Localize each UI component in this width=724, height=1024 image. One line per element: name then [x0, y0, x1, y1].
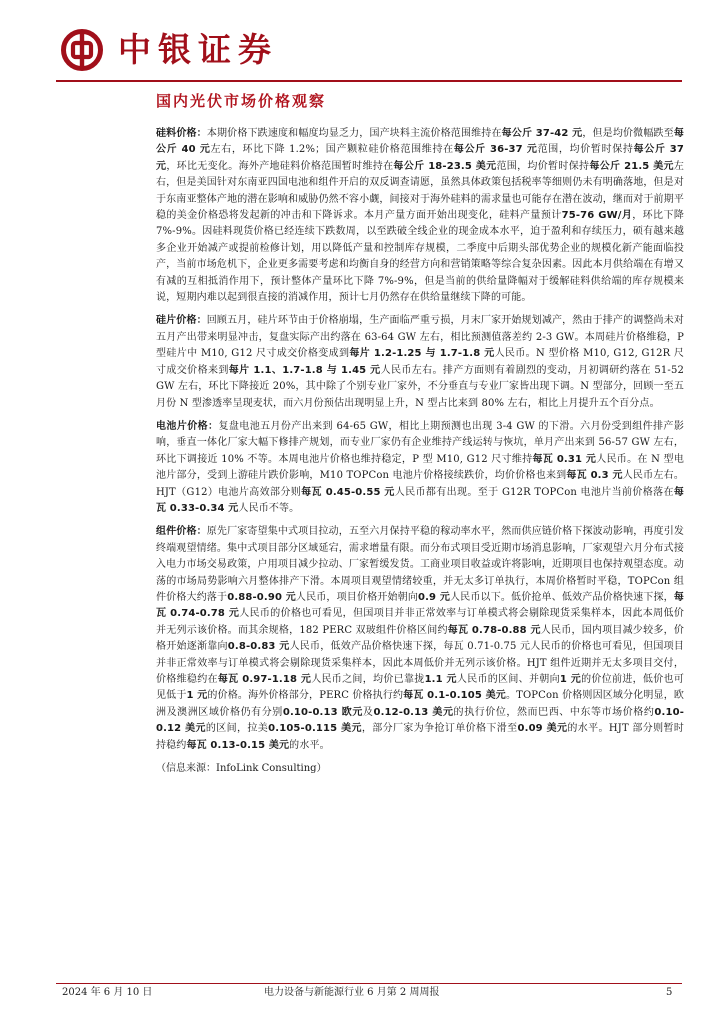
paragraph — [156, 126, 684, 306]
paragraph-text: 人民币以下。低价抢单、低效产品价格快速下探， — [450, 591, 674, 603]
paragraph-text: 左右，环比下降 1.2%；国产颗粒硅价格范围维持在 — [210, 144, 454, 156]
page-number: 5 — [666, 987, 673, 998]
paragraph-text: 人民币都有出现。至于 G12R TOPCon 电池片当前价格落在 — [394, 486, 674, 498]
paragraph-text: 人民币，国内项目减少较多，价格开始逐渐靠向 — [156, 624, 685, 653]
footer-report-title: 电力设备与新能源行业 6 月第 2 周周报 — [264, 987, 440, 998]
brand-name: 中银证券 — [118, 30, 278, 69]
report-body — [156, 126, 684, 777]
price-highlight: 每片 1.2-1.25 与 1.7-1.8 元 — [349, 348, 495, 360]
paragraph-lead: 电池片价格： — [156, 420, 219, 432]
paragraph-text: 人民币左右。排产方面则有着剧烈的变动，月初调研约落在 51-52 GW 左右，环比下降接近 20%，其中除了个别专业厂家外，不分垂直与专业厂家皆出现下调。N 型部分，回顾一至五月份 N 型渗透率呈现麦状，而六月份预估出现明显上升，N 型占比来到 80% 左右，相比上月提升五个百分点。 — [156, 364, 684, 409]
price-highlight: 每公斤 21.5 美元 — [589, 160, 674, 172]
price-highlight: 0.9 元 — [418, 591, 450, 603]
price-highlight: 1 元 — [186, 690, 208, 702]
price-highlight: 0.10-0.13 欧元 — [282, 706, 363, 718]
paragraph-text: 人民币之间，均价已靠拢 — [311, 674, 425, 685]
price-highlight: 每瓦 0.97-1.18 元 — [217, 674, 312, 685]
paragraph-text: 人民币。N 型价格 M10, G12, G12R 尺寸成交价格来到 — [156, 348, 684, 376]
paragraph-text: 范围，均价暂时保持 — [496, 160, 590, 172]
paragraph-text: 左右，但是美国针对东南亚四国电池和组件开启的双反调查请愿，虽然具体政策包括税率等细则仍未有明确落地，但是对于东南亚整体产地的潜在影响和威胁仍然不容小觑，间接对于海外硅料的需求量也可能存在潜在波动，继而对于前期平稳的美金价格恐将发起新的冲击和下降诉求。本月产量方面开始出现变化，硅料产量预计 — [156, 160, 684, 222]
price-highlight: 每瓦 0.13-0.15 美元 — [186, 739, 290, 751]
paragraph-text: ，环比下降 7%-9%。因硅料现货价格已经连续下跌数周，以至跌破全线企业的现金成本水平，迫于盈利和存续压力，硕有越来越多企业开始减产或提前检修计划，用以降低产量和控制库存规模，二季度中后期头部优势企业的规模化新产能面临投产，当前市场危机下，企业更多需要考虑和均衡自身的经营方向和营销策略等综合复杂因素。因此本月供给端在有增又有减的互相抵消作用下，预计整体产量环比下降 7%-9%，但是当前的供给量降幅对于缓解硅料供给端的库存规模来说，短期内难以起到很直接的消减作用，预计七月仍然存在供给量继续下降的可能。 — [156, 210, 685, 304]
price-highlight: 0.09 美元 — [517, 723, 568, 735]
paragraph-text: 的价位前进，低价也可见低于 — [156, 674, 684, 702]
price-highlight: 0.8-0.83 元 — [227, 641, 290, 653]
price-highlight: 1.1 元 — [424, 674, 457, 685]
paragraph-text: 人民币左右。HJT（G12）电池片高效部分则 — [156, 470, 684, 498]
paragraph-text: 的水平。 — [289, 739, 330, 751]
paragraph-text: 原先厂家寄望集中式项目拉动，五至六月保持平稳的稼动率水平，然而供应链价格下探波动影响，再度引发终端观望情绪。集中式项目部分区域延宕，需求增量有限。而分布式项目受近期市场消息影响，厂家观望六月分布式接入电力市场交易政策，户用项目减少拉动、厂家暂缓发货。工商业项目收益或许将影响，近期项目也保持观望态度。动荡的市场局势影响六月整体排产下滑。本周项目观望情绪较重，并无太多订单执行，本周价格暂时平稳，TOPCon 组件价格大约落于 — [156, 526, 684, 603]
paragraph-text: 范围，均价暂时保持 — [537, 144, 634, 156]
price-highlight: 每公斤 36-37 元 — [453, 144, 538, 156]
price-highlight: 0.12-0.13 美元 — [373, 706, 454, 718]
paragraph-text: 人民币不等。 — [238, 502, 300, 514]
paragraph-text: 人民币的价格也可看见，但国项目并非正常效率与订单模式将会剔除现货采集样本，因此本周低价并无列示该价格。而其余规格，182 PERC 双玻组件价格区间约 — [156, 608, 684, 636]
price-highlight: 每公斤 18-23.5 美元 — [393, 160, 497, 172]
price-highlight: 0.88-0.90 元 — [227, 591, 296, 603]
price-highlight: 0.105-0.115 美元 — [268, 723, 362, 735]
paragraph-text: 本期价格下跌速度和幅度均显乏力，国产块料主流价格范围维持在 — [206, 128, 502, 139]
price-highlight: 0.10-0.12 美元 — [156, 706, 684, 735]
paragraph-text: 的区间，拉美 — [205, 723, 269, 735]
paragraph-text: 复盘电池五月份产出来到 64-65 GW，相比上期预测也出现 3-4 GW 的下滑。六月份受到组件排产影响，垂直一体化厂家大幅下修排产规划，而专业厂家仍有企业维持产线运转与恢坑，单月产出来到 56-57 GW 左右，环比下调接近 10% 不等。本周电池片价格也维持稳定，P 型 M10, G12 尺寸维持 — [156, 420, 684, 465]
paragraph-text: 。TOPCon 价格则因区域分化明显，欧洲及澳洲区域价格仍有分别 — [156, 690, 685, 718]
price-highlight: 每公斤 37 元 — [156, 144, 684, 172]
bank-of-china-logo-icon — [60, 28, 104, 72]
paragraph-lead: 硅片价格： — [156, 315, 207, 327]
price-highlight: 75-76 GW/月 — [561, 210, 633, 222]
section-title: 国内光伏市场价格观察 — [156, 92, 327, 110]
paragraph-text: 人民币，项目价格开始朝向 — [295, 591, 418, 603]
price-highlight: 每瓦 0.31 元 — [532, 453, 597, 465]
page-header — [56, 24, 682, 76]
paragraph — [156, 524, 684, 754]
paragraph-text: 的执行价位，然而巴西、中东等市场价格约 — [453, 706, 655, 718]
price-highlight: 每片 1.1、1.7-1.8 与 1.45 元 — [228, 364, 381, 376]
paragraph — [156, 313, 684, 411]
paragraph-list — [156, 126, 684, 754]
header-divider — [56, 80, 682, 82]
paragraph-text: 的价格。海外价格部分，PERC 价格执行约 — [207, 690, 404, 702]
price-highlight: 每公斤 37-42 元 — [501, 128, 583, 139]
paragraph-text: ，部分厂家为争抢订单价格下滑至 — [361, 723, 518, 735]
footer-divider — [56, 983, 682, 984]
price-highlight: 每瓦 0.74-0.78 元 — [156, 591, 684, 620]
price-highlight: 每公斤 40 元 — [156, 128, 684, 156]
paragraph-text: 人民币。在 N 型电池片部分，受到上游硅片跌价影响，M10 TOPCon 电池片价格接续跌价，均价价格也来到 — [156, 453, 684, 482]
source-note: （信息来源：InfoLink Consulting） — [156, 763, 327, 775]
paragraph-text: ，环比无变化。海外产地硅料价格范围暂时维持在 — [166, 160, 394, 172]
price-highlight: 每瓦 0.1-0.105 美元 — [403, 690, 506, 702]
price-highlight: 每瓦 0.45-0.55 元 — [301, 486, 395, 498]
price-highlight: 每瓦 0.78-0.88 元 — [447, 624, 541, 636]
footer-date: 2024 年 6 月 10 日 — [62, 987, 153, 998]
paragraph-text: 及 — [362, 706, 374, 718]
paragraph-text: ，但是均价微幅跌至 — [582, 128, 674, 139]
paragraph-text: 人民币的区间、并朝向 — [456, 674, 560, 685]
paragraph-text: 人民币，低效产品价格快速下探，每瓦 0.71-0.75 元人民币的价格也可看见，但国项目并非正常效率与订单模式将会剔除现货采集样本，因此本周低价并无列示该价格。HJT 组件近期并无太多项目交付，价格维稳约在 — [156, 641, 684, 685]
paragraph-text: 的水平。HJT 部分则暂时持稳约 — [156, 723, 684, 751]
price-highlight: 1 元 — [559, 674, 582, 685]
paragraph-text: 回顾五月，硅片环节由于价格崩塌，生产面临严重亏损，月末厂家开始规划减产，然由于排产的调整尚未对五月产出带来明显冲击，复盘实际产出约落在 63-64 GW 左右，相比预测值落差约 2-3 GW。本周硅片价格维稳，P 型硅片中 M10, G12 尺寸成交价格变成到 — [156, 315, 684, 360]
price-highlight: 每瓦 0.33-0.34 元 — [156, 486, 685, 514]
price-highlight: 每瓦 0.3 元 — [566, 470, 623, 482]
paragraph-lead: 硅料价格： — [156, 128, 207, 139]
paragraph — [156, 419, 684, 517]
paragraph-lead: 组件价格： — [156, 526, 207, 538]
